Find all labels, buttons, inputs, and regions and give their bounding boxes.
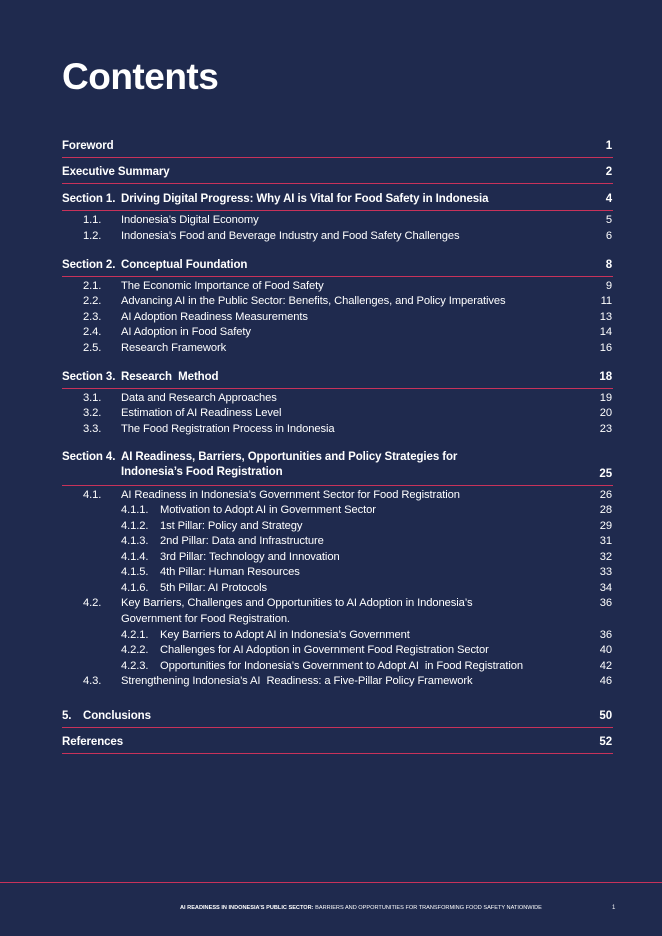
section-number: Section 4. [62, 451, 116, 463]
section-label: Conceptual Foundation [121, 259, 248, 271]
toc-subitem[interactable]: 4.1.4. 3rd Pillar: Technology and Innovation 32 [121, 551, 612, 563]
toc-subitem[interactable]: 4.1.2. 1st Pillar: Policy and Strategy 29 [121, 520, 612, 532]
toc-item[interactable]: 3.1. Data and Research Approaches 19 [83, 392, 612, 404]
toc-references[interactable] [62, 736, 613, 754]
toc-item[interactable]: 3.3. The Food Registration Process in Indonesia 23 [83, 423, 612, 435]
toc-page: 1 [605, 140, 612, 152]
toc-section-4[interactable] [62, 447, 613, 486]
section-label: Driving Digital Progress: Why AI is Vital for Food Safety in Indonesia [121, 193, 489, 205]
toc-label: Foreword [62, 140, 114, 152]
toc-item[interactable]: 2.2. Advancing AI in the Public Sector: Benefits, Challenges, and Policy Imperatives 11 [83, 295, 612, 307]
toc-section-1[interactable] [62, 193, 613, 211]
footer-divider [0, 882, 662, 883]
toc-section-3[interactable] [62, 371, 613, 389]
section-number: Section 1. [62, 193, 116, 205]
toc-subitem[interactable]: 4.1.3. 2nd Pillar: Data and Infrastructure 31 [121, 535, 612, 547]
footer-report-title: AI READINESS IN INDONESIA’S PUBLIC SECTOR: [180, 905, 314, 911]
toc-item[interactable]: 4.2. Key Barriers, Challenges and Opportunities to AI Adoption in Indonesia’s 36 [83, 597, 612, 609]
section-number: Section 3. [62, 371, 116, 383]
footer-page-number: 1 [612, 905, 616, 911]
toc-executive-summary[interactable] [62, 166, 613, 184]
toc-item[interactable]: 2.1. The Economic Importance of Food Safety 9 [83, 280, 612, 292]
section-label: Research Method [121, 371, 219, 383]
section-label: AI Readiness, Barriers, Opportunities and Policy Strategies for [121, 451, 458, 463]
toc-item[interactable]: 1.2. Indonesia’s Food and Beverage Industry and Food Safety Challenges 6 [83, 230, 612, 242]
toc-subitem[interactable]: 4.2.2. Challenges for AI Adoption in Government Food Registration Sector 40 [121, 644, 612, 656]
toc-subitem[interactable]: 4.1.1. Motivation to Adopt AI in Government Sector 28 [121, 504, 612, 516]
toc-page: 8 [605, 259, 612, 271]
toc-item[interactable]: 2.3. AI Adoption Readiness Measurements 13 [83, 311, 612, 323]
toc-item[interactable]: 3.2. Estimation of AI Readiness Level 20 [83, 407, 612, 419]
toc-page: 52 [599, 736, 612, 748]
section-number: Section 2. [62, 259, 116, 271]
section-number: 5. [62, 710, 72, 722]
section-label: Conclusions [83, 710, 151, 722]
toc-conclusions[interactable] [62, 710, 613, 728]
toc-label: References [62, 736, 124, 748]
section-label-line2: Indonesia’s Food Registration [121, 466, 283, 478]
toc-item-continued[interactable]: Government for Food Registration. [121, 613, 290, 625]
toc-page: 2 [605, 166, 612, 178]
toc-page: 18 [599, 371, 612, 383]
toc-label: Executive Summary [62, 166, 170, 178]
page-title: Contents [62, 56, 219, 97]
toc-subitem[interactable]: 4.2.3. Opportunities for Indonesia’s Government to Adopt AI in Food Registration 42 [121, 660, 612, 672]
toc-item[interactable]: 4.3. Strengthening Indonesia’s AI Readiness: a Five-Pillar Policy Framework 46 [83, 675, 612, 687]
toc-subitem[interactable]: 4.2.1. Key Barriers to Adopt AI in Indonesia’s Government 36 [121, 629, 612, 641]
footer-subtitle: BARRIERS AND OPPORTUNITIES FOR TRANSFORMING FOOD SAFETY NATIONWIDE [313, 905, 542, 911]
toc-page: 4 [605, 193, 612, 205]
toc-item[interactable]: 1.1. Indonesia’s Digital Economy 5 [83, 214, 612, 226]
toc-foreword[interactable] [62, 140, 613, 158]
toc-page: 25 [599, 468, 612, 480]
toc-subitem[interactable]: 4.1.5. 4th Pillar: Human Resources 33 [121, 566, 612, 578]
toc-section-2[interactable] [62, 259, 613, 277]
footer [180, 905, 662, 911]
toc-subitem[interactable]: 4.1.6. 5th Pillar: AI Protocols 34 [121, 582, 612, 594]
toc-item[interactable]: 2.4. AI Adoption in Food Safety 14 [83, 326, 612, 338]
toc-item[interactable]: 4.1. AI Readiness in Indonesia’s Government Sector for Food Registration 26 [83, 489, 612, 501]
toc-item[interactable]: 2.5. Research Framework 16 [83, 342, 612, 354]
toc-page: 50 [599, 710, 612, 722]
